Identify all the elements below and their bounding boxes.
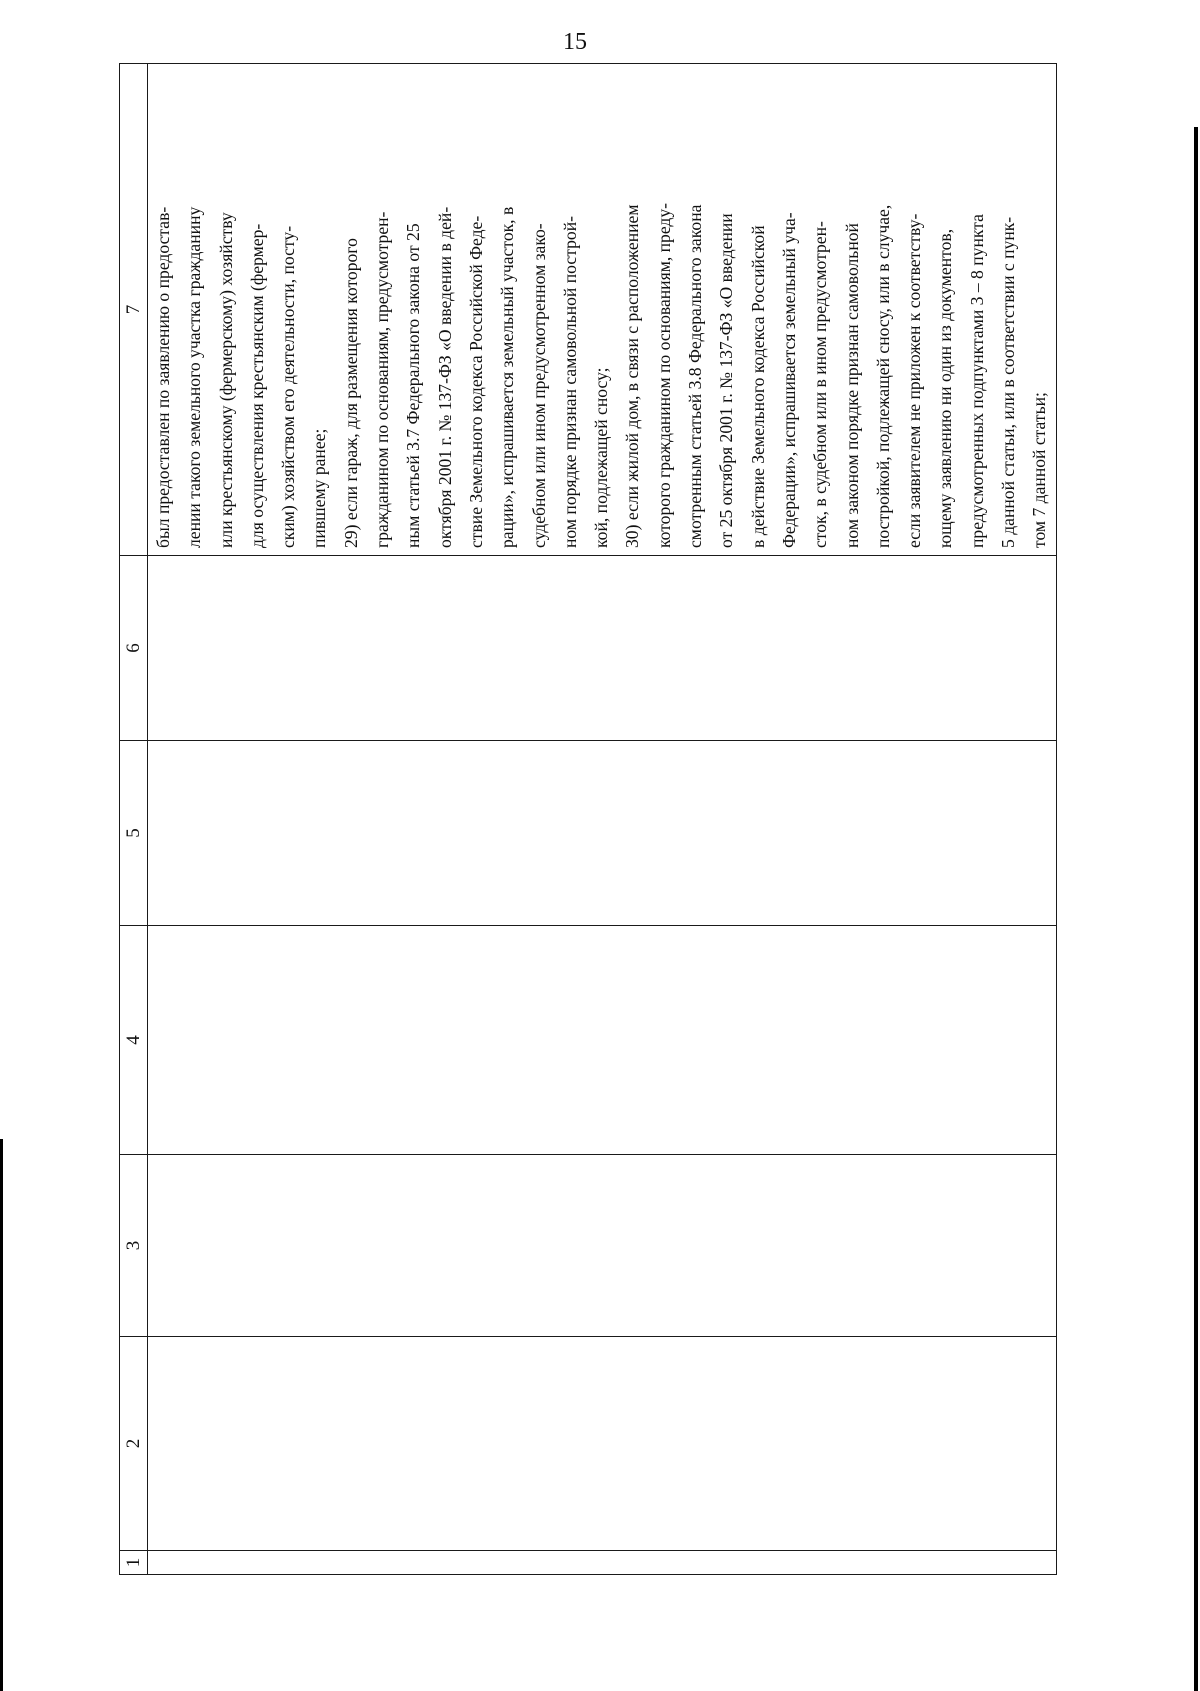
text-line: 29) если гараж, для размещения которого xyxy=(340,238,361,548)
cell-col-5 xyxy=(148,741,1057,926)
cell-col-4 xyxy=(148,926,1057,1155)
table-row xyxy=(148,64,1057,1575)
scan-edge-right xyxy=(1194,127,1198,1691)
text-line: был предоставлен по заявлению о предостав- xyxy=(153,206,173,548)
text-line: ном законом порядке признан самовольной xyxy=(841,223,862,548)
header-col-4: 4 xyxy=(120,926,148,1155)
text-line: гражданином по основаниям, предусмотрен- xyxy=(372,211,393,548)
table-header-row xyxy=(120,64,148,1575)
text-line: сток, в судебном или в ином предусмотрен- xyxy=(810,221,831,548)
text-line: если заявителем не приложен к соответству- xyxy=(904,213,925,548)
text-line: пившему ранее; xyxy=(309,428,330,548)
page-number: 15 xyxy=(563,29,587,55)
text-line: которого гражданином по основаниям, преду- xyxy=(653,202,674,548)
text-line: в действие Земельного кодекса Российской xyxy=(747,225,768,548)
scan-edge-left xyxy=(0,1139,3,1691)
document-table xyxy=(119,63,1057,1575)
text-line: смотренным статьей 3.8 Федерального закона xyxy=(685,204,706,548)
text-line: ским) хозяйством его деятельности, посту- xyxy=(278,225,299,548)
text-line: ном порядке признан самовольной построй- xyxy=(559,216,580,548)
cell-col-6 xyxy=(148,556,1057,741)
text-line: или крестьянскому (фермерскому) хозяйству xyxy=(215,212,236,548)
text-line: постройкой, подлежащей сносу, или в случае, xyxy=(872,204,893,548)
cell-col-7-text xyxy=(148,64,1057,556)
text-line: ющему заявлению ни один из документов, xyxy=(935,228,956,548)
header-col-5: 5 xyxy=(120,741,148,926)
text-line: судебном или ином предусмотренном зако- xyxy=(528,223,549,548)
text-line: кой, подлежащей сносу; xyxy=(591,367,612,548)
cell-col-3 xyxy=(148,1155,1057,1337)
text-line: для осуществления крестьянским (фермер- xyxy=(246,223,267,548)
text-line: 30) если жилой дом, в связи с расположением xyxy=(622,204,643,548)
cell-col-2 xyxy=(148,1337,1057,1551)
text-line: октября 2001 г. № 137-ФЗ «О введении в дей- xyxy=(434,206,455,548)
header-col-1: 1 xyxy=(120,1551,148,1575)
header-col-7: 7 xyxy=(120,64,148,556)
text-line: том 7 данной статьи; xyxy=(1029,392,1050,548)
text-line: ным статьей 3.7 Федерального закона от 25 xyxy=(403,223,424,548)
text-line: ствие Земельного кодекса Российской Феде- xyxy=(465,215,486,548)
header-col-2: 2 xyxy=(120,1337,148,1551)
text-line: Федерации», испрашивается земельный уча- xyxy=(778,212,799,548)
text-line: рации», испрашивается земельный участок, в xyxy=(497,206,518,548)
text-line: 5 данной статьи, или в соответствии с пунк- xyxy=(998,216,1019,548)
text-line: лении такого земельного участка гражданину xyxy=(184,206,205,548)
cell-col-1 xyxy=(148,1551,1057,1575)
text-line: от 25 октября 2001 г. № 137-ФЗ «О введении xyxy=(716,213,737,548)
text-line: предусмотренных подпунктами 3 – 8 пункта xyxy=(966,214,987,548)
header-col-6: 6 xyxy=(120,556,148,741)
rotated-table xyxy=(119,64,1050,1575)
header-col-3: 3 xyxy=(120,1155,148,1337)
rotated-table-wrapper xyxy=(119,64,1050,1575)
